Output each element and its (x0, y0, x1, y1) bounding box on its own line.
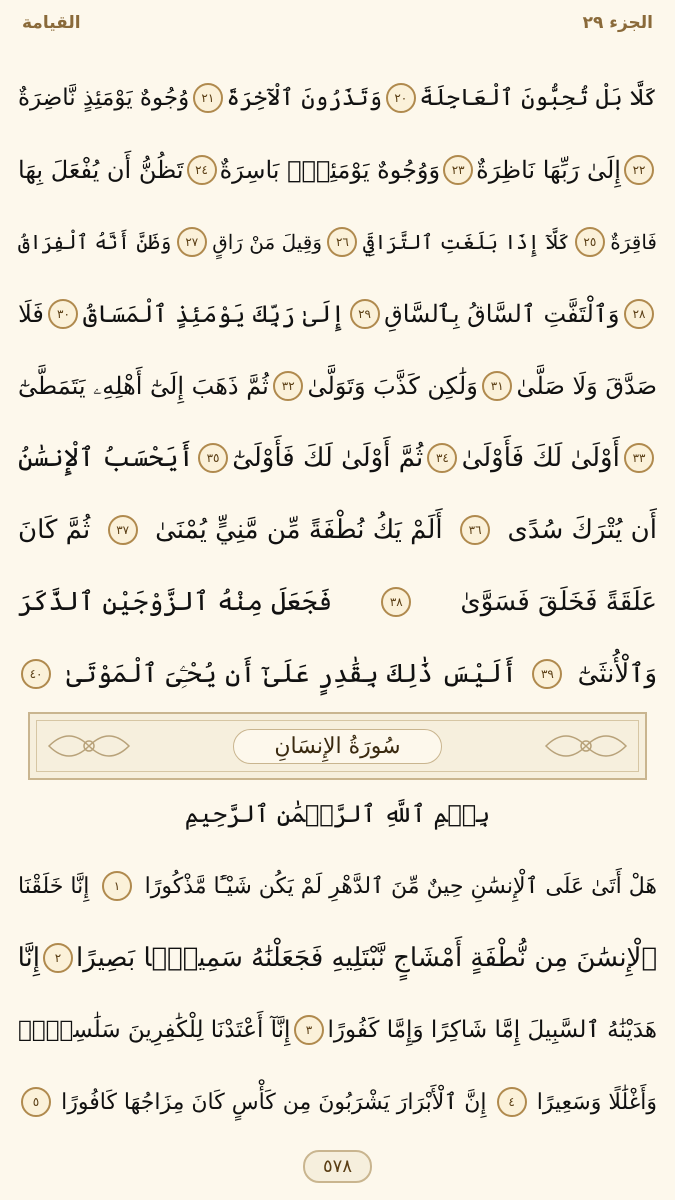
ayah-marker: ٢ (43, 943, 73, 973)
ayah-marker: ٣٢ (273, 371, 303, 401)
verse-text: إِلَىٰ رَبِّهَا نَاظِرَةٌ (476, 156, 621, 184)
ayah-marker: ٣٩ (532, 659, 562, 689)
verse-text: ٱلْإِنسَٰنَ مِن نُّطْفَةٍ أَمْشَاجٍ نَّبْتَلِيهِ فَجَعَلْنَٰهُ سَمِيعًۢا بَصِيرًا (76, 943, 657, 973)
verse-line (18, 62, 657, 134)
verse-text: أَوْلَىٰ لَكَ فَأَوْلَىٰ (461, 443, 620, 473)
verse-text: أَيَحْسَبُ ٱلْإِنسَٰنُ (18, 443, 194, 473)
ayah-marker: ٢٥ (575, 227, 605, 257)
surah-title-banner (28, 712, 647, 780)
verse-line (18, 206, 657, 278)
verse-text: هَلْ أَتَىٰ عَلَى ٱلْإِنسَٰنِ حِينٌ مِّنَ ٱلدَّهْرِ لَمْ يَكُن شَيْـًٔا مَّذْكُورًا (144, 873, 657, 899)
ayah-marker: ٢٨ (624, 299, 654, 329)
ayah-marker: ٢٣ (443, 155, 473, 185)
verse-text: فَلَا (18, 300, 44, 328)
verse-text: تَظُنُّ أَن يُفْعَلَ بِهَا (18, 156, 184, 184)
verse-text: إِلَىٰ رَبِّكَ يَوْمَئِذٍ ٱلْمَسَاقُ (83, 300, 345, 328)
verse-text: وُجُوهٌ يَوْمَئِذٍ نَّاضِرَةٌ (18, 85, 190, 111)
ayah-marker: ٣٤ (427, 443, 457, 473)
verse-text: هَدَيْنَٰهُ ٱلسَّبِيلَ إِمَّا شَاكِرًا وَإِمَّا كَفُورًا (327, 1017, 657, 1043)
verse-text: وَأَغْلَٰلًا وَسَعِيرًا (536, 1089, 657, 1115)
page-footer (0, 1142, 675, 1190)
ayah-marker: ٣٣ (624, 443, 654, 473)
page-number: ٥٧٨ (303, 1150, 372, 1183)
ayah-marker: ٣٨ (381, 587, 411, 617)
ayah-marker: ١ (102, 871, 132, 901)
ayah-marker: ٥ (21, 1087, 51, 1117)
verse-text: ثُمَّ كَانَ (18, 515, 91, 545)
verse-text: إِنَّ ٱلْأَبْرَارَ يَشْرَبُونَ مِن كَأْسٍ كَانَ مِزَاجُهَا كَافُورًا (61, 1089, 487, 1115)
verses-block-insan (18, 850, 657, 1138)
verse-text: عَلَقَةً فَخَلَقَ فَسَوَّىٰ (460, 587, 657, 617)
ayah-marker: ٣٧ (108, 515, 138, 545)
verse-text: فَجَعَلَ مِنْهُ ٱلزَّوْجَيْنِ ٱلذَّكَرَ (18, 587, 333, 617)
verse-line (18, 350, 657, 422)
ornament-right-icon (541, 724, 631, 768)
ayah-marker: ٣١ (482, 371, 512, 401)
page-header (0, 0, 675, 46)
verse-line (18, 422, 657, 494)
juz-label: الجزء ٢٩ (582, 13, 653, 33)
verse-text: ثُمَّ أَوْلَىٰ لَكَ فَأَوْلَىٰٓ (232, 443, 424, 473)
ayah-marker: ٢٩ (350, 299, 380, 329)
verse-line (18, 566, 657, 638)
ayah-marker: ٢٤ (187, 155, 217, 185)
verse-line (18, 494, 657, 566)
ayah-marker: ٢٧ (177, 227, 207, 257)
verse-text: كَلَّا بَلْ تُحِبُّونَ ٱلْعَاجِلَةَ (419, 85, 657, 111)
verse-text: إِنَّا (18, 943, 40, 973)
ayah-marker: ٢٦ (327, 227, 357, 257)
verse-text: إِنَّا خَلَقْنَا (18, 873, 90, 899)
verse-text: وَٱلْتَفَّتِ ٱلسَّاقُ بِٱلسَّاقِ (384, 300, 620, 328)
surah-title: سُورَةُ الإِنسَانِ (233, 729, 441, 764)
ayah-marker: ٢٠ (386, 83, 416, 113)
verse-line (18, 278, 657, 350)
verse-line (18, 994, 657, 1066)
ornament-left-icon (44, 724, 134, 768)
ayah-marker: ٣٥ (198, 443, 228, 473)
verse-text: إِنَّآ أَعْتَدْنَا لِلْكَٰفِرِينَ سَلَٰسِلَا۟ (18, 1017, 291, 1043)
verse-text: كَلَّآ إِذَا بَلَغَتِ ٱلتَّرَاقِيَ (362, 230, 570, 254)
verse-line (18, 922, 657, 994)
ayah-marker: ٢١ (193, 83, 223, 113)
verse-text: وَتَذَرُونَ ٱلْآخِرَةَ (226, 85, 383, 111)
ayah-marker: ٣٠ (48, 299, 78, 329)
ayah-marker: ٣ (294, 1015, 324, 1045)
verse-text: أَن يُتْرَكَ سُدًى (507, 515, 657, 545)
ayah-marker: ٤٠ (21, 659, 51, 689)
verse-line (18, 1066, 657, 1138)
verse-text: وَلَٰكِن كَذَّبَ وَتَوَلَّىٰ (307, 372, 478, 400)
verse-text: وَظَنَّ أَنَّهُ ٱلْفِرَاقُ (18, 230, 172, 254)
verse-text: ثُمَّ ذَهَبَ إِلَىٰٓ أَهْلِهِۦ يَتَمَطَّىٰٓ (18, 372, 269, 400)
verse-line (18, 638, 657, 710)
surah-name-label: القيامة (22, 13, 81, 33)
verses-block-qiyamah (18, 62, 657, 710)
ayah-marker: ٤ (497, 1087, 527, 1117)
basmala: بِسۡمِ ٱللَّهِ ٱلرَّحۡمَٰنِ ٱلرَّحِيمِ (184, 800, 491, 828)
verse-line (18, 134, 657, 206)
verse-text: وَقِيلَ مَنْ رَاقٍ (212, 230, 322, 254)
ayah-marker: ٣٦ (460, 515, 490, 545)
verse-text: أَلَيْسَ ذَٰلِكَ بِقَٰدِرٍ عَلَىٰٓ أَن يُحْـِۧىَ ٱلْمَوْتَىٰ (66, 658, 518, 689)
verse-text: وَوُجُوهٌ يَوْمَئِذٍۭ بَاسِرَةٌ (219, 156, 441, 184)
verse-text: فَاقِرَةٌ (610, 230, 657, 254)
verse-line (18, 850, 657, 922)
verse-text: صَدَّقَ وَلَا صَلَّىٰ (516, 372, 657, 400)
ayah-marker: ٢٢ (624, 155, 654, 185)
verse-text: أَلَمْ يَكُ نُطْفَةً مِّن مَّنِيٍّ يُمْنَىٰ (155, 515, 443, 545)
verse-text: وَٱلْأُنثَىٰٓ (577, 659, 657, 689)
